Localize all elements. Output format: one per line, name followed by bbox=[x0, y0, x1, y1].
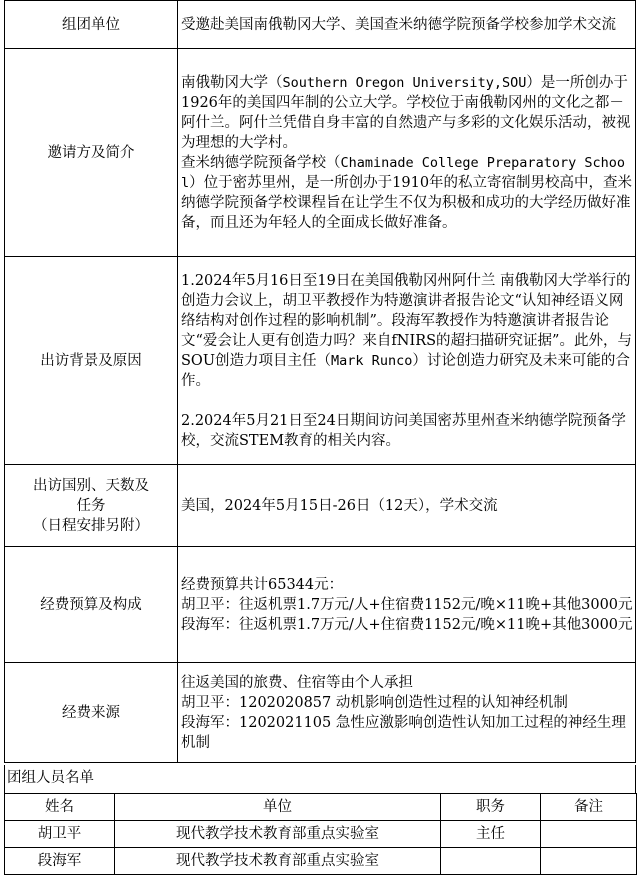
application-table bbox=[4, 0, 636, 763]
value-funding bbox=[178, 663, 636, 763]
budget-duan: 段海军：往返机票1.7万元/人+住宿费1152元/晚×11晚+其他3000元 bbox=[181, 616, 633, 633]
value-group-unit: 受邀赴美国南俄勒冈大学、美国查米纳德学院预备学校参加学术交流 bbox=[178, 1, 636, 49]
chaminade-english-name: Chaminade College Preparatory School bbox=[181, 154, 625, 191]
table-row bbox=[5, 848, 637, 875]
member-unit: 现代教学技术教育部重点实验室 bbox=[115, 848, 441, 875]
funding-duan: 段海军：1202021105 急性应激影响创造性认知加工过程的神经生理机制 bbox=[181, 714, 626, 751]
member-unit: 现代教学技术教育部重点实验室 bbox=[115, 821, 441, 848]
budget-hu: 胡卫平：往返机票1.7万元/人+住宿费1152元/晚×11晚+其他3000元 bbox=[181, 596, 633, 613]
label-group-unit: 组团单位 bbox=[5, 1, 178, 49]
background-item-1: 1.2024年5月16日至19日在美国俄勒冈州阿什兰 南俄勒冈大学举行的创造力会议上，胡卫平教授作为特邀演讲者报告论文“认知神经语义网络结构对创作过程的影响机制”。段海军教授作为特邀演讲者报告论文“爱会让人更有创造力吗？来自fNIRS的超扫描研究证据”。此外，与SOU创造力项目主任（Mark Runco）讨论创造力研究及未来可能的合作。 bbox=[181, 272, 632, 389]
label-inviter: 邀请方及简介 bbox=[5, 49, 178, 257]
funding-self: 往返美国的旅费、住宿等由个人承担 bbox=[181, 674, 413, 691]
value-budget bbox=[178, 547, 636, 663]
value-background bbox=[178, 257, 636, 465]
label-destination: 出访国别、天数及 任务 （日程安排另附） bbox=[5, 465, 178, 547]
background-item-2: 2.2024年5月21日至24日期间访问美国密苏里州查米纳德学院预备学校，交流STEM教育的相关内容。 bbox=[181, 412, 626, 449]
row-budget bbox=[5, 547, 636, 663]
budget-total: 经费预算共计65344元： bbox=[181, 576, 344, 593]
label-funding: 经费来源 bbox=[5, 663, 178, 763]
row-destination bbox=[5, 465, 636, 547]
row-funding bbox=[5, 663, 636, 763]
label-budget: 经费预算及构成 bbox=[5, 547, 178, 663]
row-group-unit bbox=[5, 1, 636, 49]
header-name: 姓名 bbox=[5, 794, 115, 821]
roster-table bbox=[4, 793, 637, 875]
header-note: 备注 bbox=[541, 794, 637, 821]
inviter-paragraph-chaminade: 查米纳德学院预备学校（Chaminade College Preparatory School）位于密苏里州，是一所创办于1910年的私立寄宿制男校高中，查米纳德学院预备学校课程旨在让学生不仅为积极和成功的大学经历做好准备，而且还为年轻人的全面成长做好准备。 bbox=[181, 154, 633, 231]
paragraph-gap bbox=[181, 391, 633, 411]
member-position: 主任 bbox=[441, 821, 541, 848]
row-inviter bbox=[5, 49, 636, 257]
label-background: 出访背景及原因 bbox=[5, 257, 178, 465]
value-inviter bbox=[178, 49, 636, 257]
member-name: 段海军 bbox=[5, 848, 115, 875]
sou-english-name: Southern Oregon University,SOU bbox=[282, 74, 527, 91]
header-unit: 单位 bbox=[115, 794, 441, 821]
funding-hu: 胡卫平：1202020857 动机影响创造性过程的认知神经机制 bbox=[181, 694, 568, 711]
row-background bbox=[5, 257, 636, 465]
inviter-paragraph-sou: 南俄勒冈大学（Southern Oregon University,SOU）是一所创办于1926年的美国四年制的公立大学。学校位于南俄勒冈州的文化之都－阿什兰。阿什兰凭借自身丰富的自然遗产与多彩的文化娱乐活动，被视为理想的大学村。 bbox=[181, 74, 631, 151]
runco-name: Mark Runco bbox=[331, 352, 413, 369]
roster-header-row bbox=[5, 794, 637, 821]
member-note bbox=[541, 848, 637, 875]
table-row bbox=[5, 821, 637, 848]
roster-title: 团组人员名单 bbox=[4, 765, 636, 793]
member-position bbox=[441, 848, 541, 875]
value-destination: 美国，2024年5月15日-26日（12天），学术交流 bbox=[178, 465, 636, 547]
member-note bbox=[541, 821, 637, 848]
header-position: 职务 bbox=[441, 794, 541, 821]
member-name: 胡卫平 bbox=[5, 821, 115, 848]
